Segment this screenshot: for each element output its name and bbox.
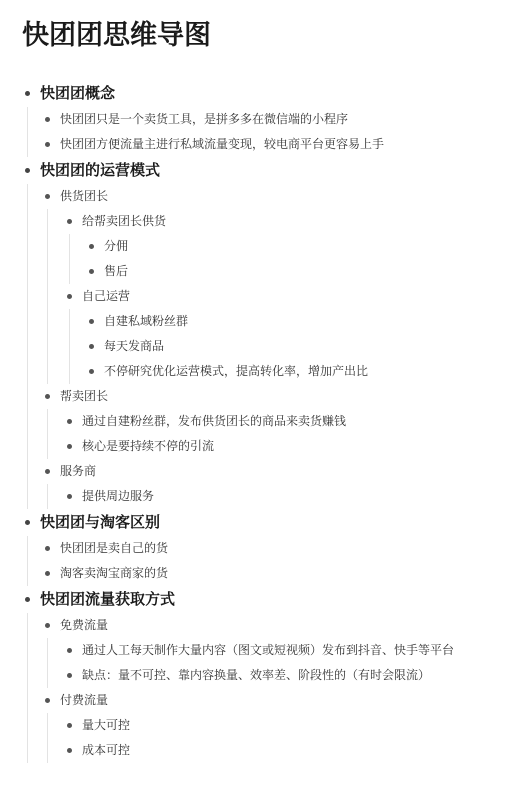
list-item-label: 提供周边服务	[82, 489, 155, 503]
list-item-label: 帮卖团长	[60, 389, 109, 403]
bullet-icon	[67, 294, 72, 299]
list-item-label: 付费流量	[60, 693, 109, 707]
bullet-icon	[45, 698, 50, 703]
list-item-label: 量大可控	[82, 718, 131, 732]
list-item-label: 每天发商品	[104, 339, 165, 353]
bullet-icon	[89, 269, 94, 274]
list-item[interactable]	[0, 688, 519, 713]
bullet-icon	[67, 748, 72, 753]
list-item-label: 供货团长	[60, 189, 109, 203]
list-item[interactable]	[0, 409, 519, 434]
list-item-label: 快团团是卖自己的货	[60, 541, 169, 555]
list-item-label: 缺点：量不可控、靠内容换量、效率差、阶段性的（有时会限流）	[82, 668, 431, 682]
section-label: 快团团概念	[40, 84, 116, 102]
section-label: 快团团流量获取方式	[40, 590, 176, 608]
list-item-label: 通过自建粉丝群，发布供货团长的商品来卖货赚钱	[82, 414, 347, 428]
list-item[interactable]	[0, 738, 519, 763]
list-item[interactable]	[0, 209, 519, 234]
section-heading[interactable]	[0, 80, 519, 107]
bullet-icon	[89, 369, 94, 374]
bullet-icon	[45, 194, 50, 199]
list-item-label: 服务商	[60, 464, 97, 478]
list-item-label: 快团团只是一个卖货工具，是拼多多在微信端的小程序	[60, 112, 349, 126]
bullet-icon	[45, 469, 50, 474]
bullet-icon	[45, 117, 50, 122]
list-item[interactable]	[0, 561, 519, 586]
list-item[interactable]	[0, 234, 519, 259]
section-label: 快团团与淘客区别	[40, 513, 161, 531]
bullet-icon	[67, 444, 72, 449]
list-item[interactable]	[0, 536, 519, 561]
list-item-label: 售后	[104, 264, 129, 278]
bullet-icon	[25, 520, 30, 525]
list-item[interactable]	[0, 434, 519, 459]
list-item[interactable]	[0, 284, 519, 309]
list-item[interactable]	[0, 638, 519, 663]
list-item-label: 分佣	[104, 239, 129, 253]
bullet-icon	[45, 571, 50, 576]
bullet-icon	[67, 419, 72, 424]
list-item[interactable]	[0, 613, 519, 638]
bullet-icon	[89, 319, 94, 324]
bullet-icon	[67, 648, 72, 653]
bullet-icon	[25, 597, 30, 602]
list-item[interactable]	[0, 663, 519, 688]
section-heading[interactable]	[0, 509, 519, 536]
list-item-label: 快团团方便流量主进行私域流量变现，较电商平台更容易上手	[60, 137, 385, 151]
list-item[interactable]	[0, 334, 519, 359]
bullet-icon	[89, 344, 94, 349]
list-item[interactable]	[0, 259, 519, 284]
list-item-label: 自建私域粉丝群	[104, 314, 189, 328]
section-label: 快团团的运营模式	[40, 161, 161, 179]
section-heading[interactable]	[0, 157, 519, 184]
list-item[interactable]	[0, 713, 519, 738]
bullet-icon	[25, 91, 30, 96]
list-item-label: 免费流量	[60, 618, 109, 632]
list-item-label: 自己运营	[82, 289, 131, 303]
bullet-icon	[45, 142, 50, 147]
list-item[interactable]	[0, 484, 519, 509]
page-title: 快团团思维导图	[22, 20, 211, 51]
bullet-icon	[45, 394, 50, 399]
bullet-icon	[45, 623, 50, 628]
list-item[interactable]	[0, 309, 519, 334]
bullet-icon	[89, 244, 94, 249]
section-heading[interactable]	[0, 586, 519, 613]
list-item[interactable]	[0, 359, 519, 384]
list-item-label: 通过人工每天制作大量内容（图文或短视频）发布到抖音、快手等平台	[82, 643, 455, 657]
mindmap-outline	[0, 80, 519, 763]
list-item-label: 核心是要持续不停的引流	[82, 439, 215, 453]
bullet-icon	[67, 494, 72, 499]
list-item-label: 给帮卖团长供货	[82, 214, 167, 228]
bullet-icon	[67, 723, 72, 728]
list-item[interactable]	[0, 184, 519, 209]
list-item[interactable]	[0, 459, 519, 484]
list-item-label: 不停研究优化运营模式，提高转化率，增加产出比	[104, 364, 369, 378]
list-item-label: 淘客卖淘宝商家的货	[60, 566, 169, 580]
bullet-icon	[45, 546, 50, 551]
bullet-icon	[67, 673, 72, 678]
list-item[interactable]	[0, 107, 519, 132]
list-item[interactable]	[0, 132, 519, 157]
list-item-label: 成本可控	[82, 743, 131, 757]
bullet-icon	[67, 219, 72, 224]
bullet-icon	[25, 168, 30, 173]
list-item[interactable]	[0, 384, 519, 409]
